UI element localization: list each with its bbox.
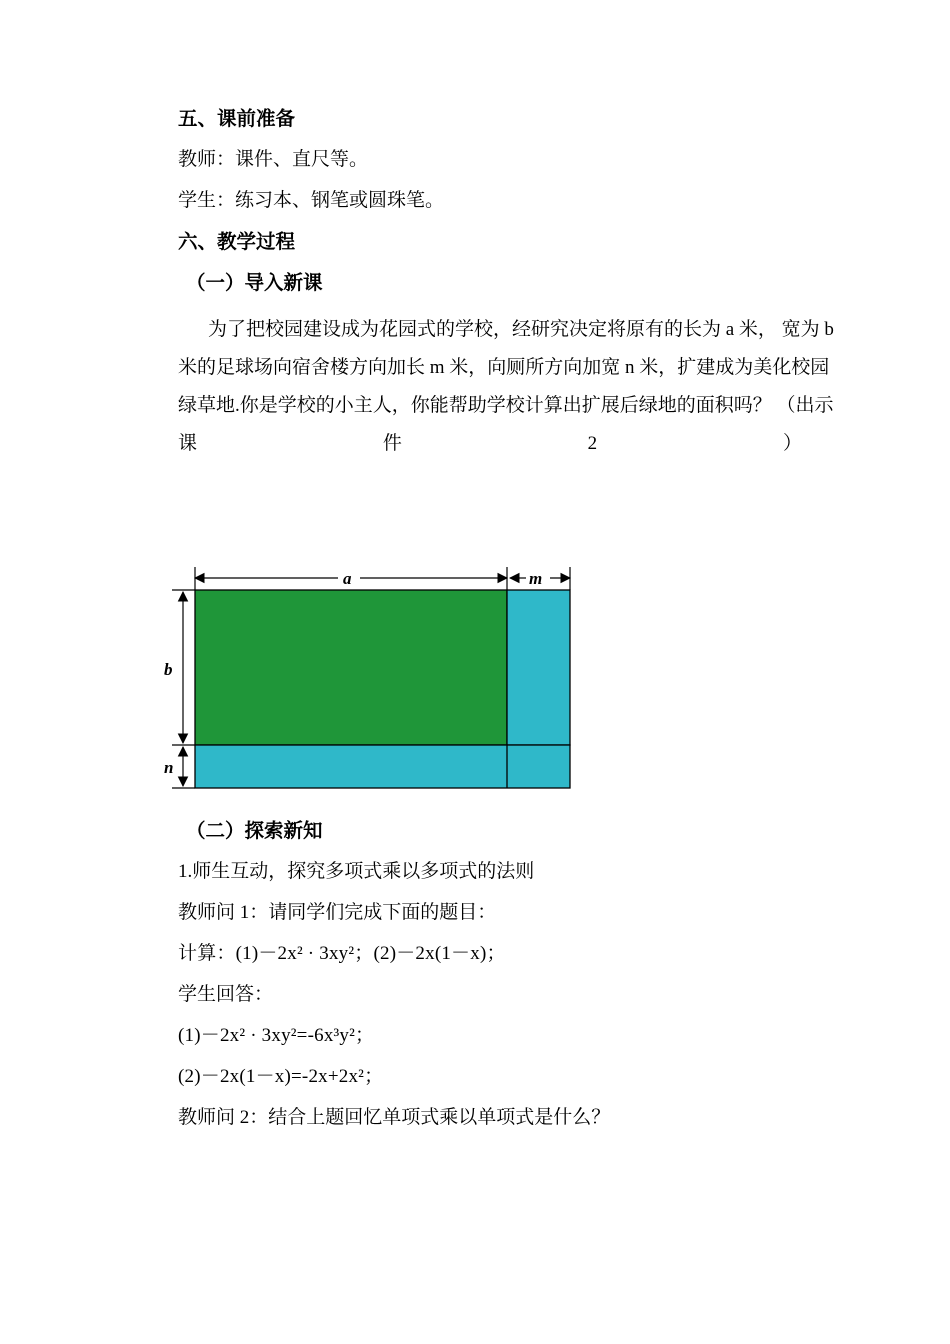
a-dimension-label: a bbox=[343, 569, 352, 588]
b-dimension-label: b bbox=[164, 660, 173, 679]
intro-line-4-justified bbox=[178, 425, 802, 463]
prep-teacher-line: 教师：课件、直尺等。 bbox=[178, 149, 369, 170]
intro-line-3: 绿草地.你是学校的小主人，你能帮助学校计算出扩展后绿地的面积吗？ （出示 bbox=[178, 395, 834, 416]
prep-student-line: 学生：练习本、钢笔或圆珠笔。 bbox=[178, 190, 445, 211]
intro-line-1: 为了把校园建设成为花园式的学校，经研究决定将原有的长为 a 米， 宽为 b bbox=[208, 319, 834, 340]
part1-heading: （一）导入新课 bbox=[186, 272, 323, 294]
part2-heading: （二）探索新知 bbox=[186, 820, 323, 842]
student-answer-1: (1)－2x² · 3xy²=-6x³y²； bbox=[178, 1025, 375, 1046]
calc-prompt: 计算：(1)－2x² · 3xy²；(2)－2x(1－x)； bbox=[178, 943, 506, 964]
spread-word-1: 课 bbox=[178, 433, 198, 454]
spread-word-4: ） bbox=[782, 433, 802, 454]
section5-heading: 五、课前准备 bbox=[178, 108, 296, 130]
spread-word-3: 2 bbox=[587, 433, 598, 454]
area-diagram bbox=[160, 563, 580, 798]
explore-step1: 1.师生互动，探究多项式乘以多项式的法则 bbox=[178, 861, 535, 882]
explore-section bbox=[178, 859, 802, 1131]
spread-word-2: 件 bbox=[382, 433, 402, 454]
intro-line-2: 米的足球场向宿舍楼方向加长 m 米，向厕所方向加宽 n 米，扩建成为美化校园 bbox=[178, 357, 830, 378]
student-answer-label: 学生回答： bbox=[178, 984, 274, 1005]
green-field-rect bbox=[195, 590, 507, 745]
teacher-question-2: 教师问 2：结合上题回忆单项式乘以单项式是什么？ bbox=[178, 1107, 611, 1128]
m-dimension-label: m bbox=[529, 569, 543, 588]
area-diagram-svg bbox=[160, 563, 580, 798]
teacher-question-1: 教师问 1：请同学们完成下面的题目： bbox=[178, 902, 497, 923]
n-dimension-label: n bbox=[164, 758, 174, 777]
cyan-extension-right-rect bbox=[507, 590, 570, 745]
intro-paragraph bbox=[178, 311, 834, 463]
student-answer-2: (2)－2x(1－x)=-2x+2x²； bbox=[178, 1066, 384, 1087]
document-content bbox=[164, 106, 834, 1146]
section6-heading: 六、教学过程 bbox=[178, 231, 296, 253]
cyan-extension-bottom-rect bbox=[195, 745, 570, 788]
